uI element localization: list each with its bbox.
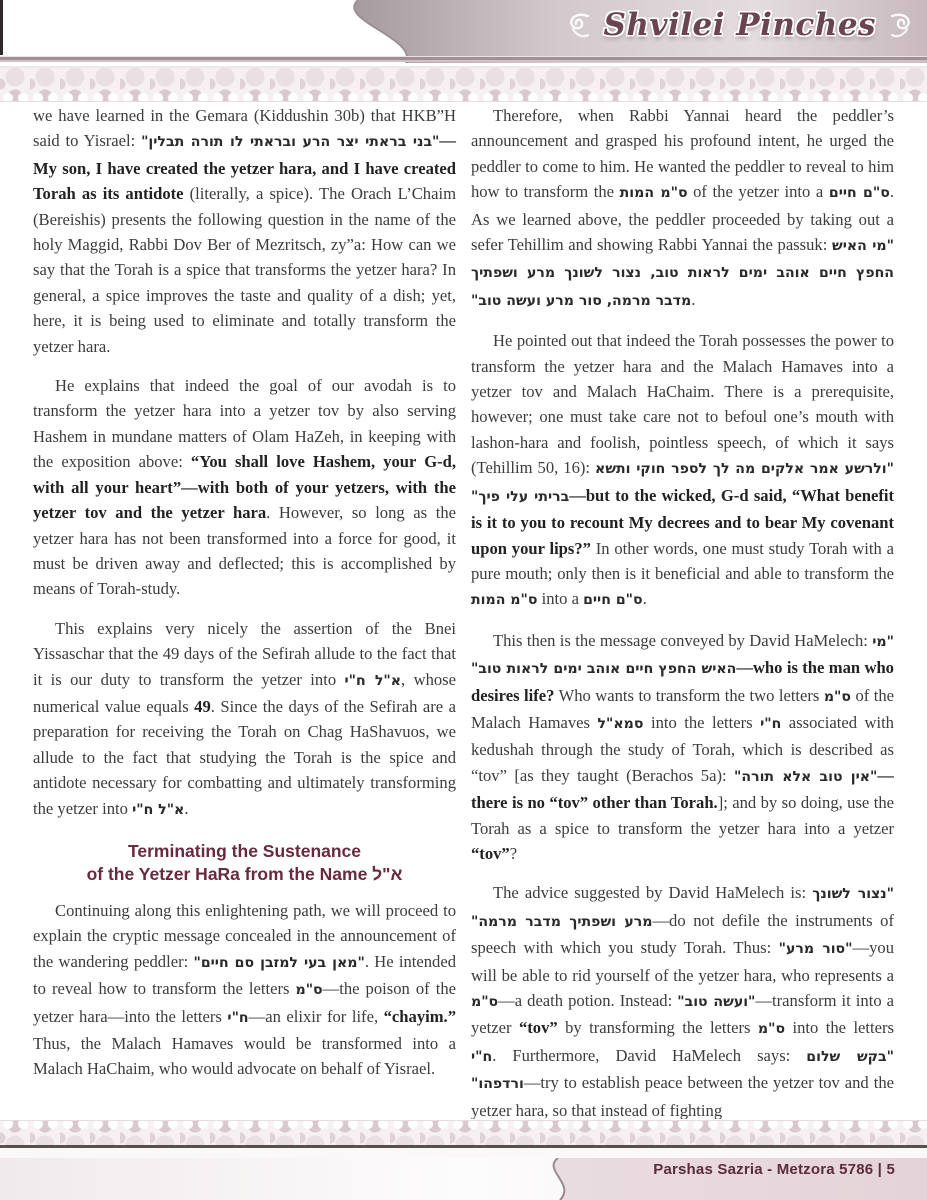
left-swirl-flourish-icon (567, 12, 591, 39)
section-heading-line: Terminating the Sustenance (127, 840, 362, 861)
text-run: into a (537, 589, 584, 609)
text-run: . However, so long as the yetzer hara has not been transformed into a force for good, it must be driven away and deflected; this is accomplished by means of Torah-study. (33, 503, 456, 599)
text-run: . As we learned above, the peddler proceeded by taking out a sefer Tehillim and showing Rabbi Yannai the passuk: (471, 182, 894, 255)
text-run: —who is the man who desires life? (471, 658, 894, 705)
text-run: “tov” (471, 843, 510, 863)
paragraph (33, 616, 456, 823)
text-run: into the letters (785, 1018, 894, 1038)
hebrew-text: א"ל ח"י (132, 801, 185, 818)
left-column (33, 103, 456, 1119)
text-run: of the yetzer into a (687, 182, 829, 202)
text-run: . (184, 798, 189, 818)
hebrew-text: ס"מ (823, 688, 851, 705)
text-run: —My son, I have created the yetzer hara, and I have created Torah as its antidote (33, 131, 456, 204)
hebrew-text: "מאן בעי למזבן סם חיים" (193, 954, 365, 971)
hebrew-text: ס"מ (295, 982, 323, 999)
masthead-group (567, 7, 914, 43)
header-rule (0, 56, 927, 62)
hebrew-text: ס"מ (471, 994, 499, 1010)
text-run: ]; and by so doing, use the Torah as a spice to transform the yetzer hara into a yetzer (471, 793, 894, 838)
hebrew-text: "אין טוב אלא תורה" (734, 768, 878, 785)
hebrew-text: "מי האיש החפץ חיים אוהב ימים לראות טוב, נצור לשונך מרע ושפתיך מדבר מרמה, סור מרע ועשה טוב" (471, 238, 894, 309)
text-run: —a death potion. Instead: (498, 991, 678, 1010)
hebrew-text: ס"ם חיים (828, 185, 890, 202)
text-run: Who wants to transform the two letters (554, 685, 824, 705)
paragraph (471, 880, 894, 1119)
text-run: This then is the message conveyed by David HaMelech: (493, 630, 873, 650)
text-run: —you will be able to rid yourself of the yetzer hara, who represents a (471, 938, 894, 985)
hebrew-text: ס"מ המות (471, 592, 538, 609)
right-column (471, 103, 894, 1119)
paragraph (471, 103, 894, 314)
hebrew-text: "בקש שלום ורדפהו" (471, 1048, 894, 1093)
text-run: —an elixir for life, (248, 1006, 384, 1026)
hebrew-text: "סור מרע" (778, 941, 853, 958)
paragraph (33, 373, 456, 602)
footer-page-label: Parshas Sazria - Metzora 5786 | 5 (653, 1161, 895, 1178)
text-run: —do not defile the instruments of speech with which you study Torah. Thus: (471, 910, 894, 958)
hebrew-text: "מי האיש החפץ חיים אוהב ימים לראות טוב" (471, 633, 894, 678)
text-run: He pointed out that indeed the Torah possesses the power to transform the yetzer hara and the Malach Hamaves into a yetzer tov and Malach HaChaim. There is a prerequisite, however; one must take care not to befoul one’s mouth with lashon-hara and foolish, pointless speech, of which it says (Tehillim 50, 16): (471, 331, 894, 478)
text-run: ? (509, 843, 518, 863)
text-run: “chayim.” (383, 1006, 456, 1026)
text-run: we have learned in the Gemara (Kiddushin 30b) that HKB”H said to Yisrael: (33, 106, 456, 151)
text-run: Therefore, when Rabbi Yannai heard the peddler’s announcement and grasped his profound intent, he urged the peddler to come to him. He wanted the peddler to reveal to him how to transform the (471, 106, 894, 202)
text-run: . Since the days of the Sefirah are a preparation for receiving the Torah on Chag HaShavuos, we allude to the fact that studying the Torah is the spice and antidote necessary for combatting and ultimately transforming the yetzer into (33, 696, 456, 818)
text-run: Thus, the Malach Hamaves would be transformed into a Malach HaChaim, who would advocate on behalf of Yisrael. (33, 1034, 456, 1079)
hebrew-text: "בני בראתי יצר הרע ובראתי לו תורה תבלין" (141, 134, 440, 151)
text-run: The advice suggested by David HaMelech is: (493, 883, 813, 903)
text-run: associated with kedushah through the study of Torah, which is described as “tov” [as they taught (Berachos 5a): (471, 712, 894, 785)
text-run: . (691, 289, 696, 309)
text-run: . (642, 589, 647, 609)
paragraph (33, 898, 456, 1082)
hebrew-text: "ולרשע אמר אלקים מה לך לספר חוקי ותשא בריתי עלי פיך" (471, 461, 894, 505)
text-run: into the letters (643, 712, 761, 732)
text-run: . Furthermore, David HaMelech says: (492, 1045, 807, 1065)
hebrew-text: ח"י (227, 1009, 249, 1026)
text-run: by transforming the letters (557, 1018, 758, 1038)
section-heading-line: of the Yetzer HaRa from the Name א"ל (86, 863, 403, 884)
text-run: “tov” (518, 1018, 558, 1038)
text-run: Continuing along this enlightening path, we will proceed to explain the cryptic message concealed in the announcement of the wandering peddler: (33, 900, 456, 971)
hebrew-text: ס"מ המות (619, 185, 688, 202)
paragraph (471, 628, 894, 867)
text-run: 49 (194, 696, 211, 716)
ornamental-lace-border-top (0, 66, 927, 102)
text-run: , whose numerical value equals (33, 669, 456, 716)
hebrew-text: א"ל ח"י (344, 672, 402, 689)
text-run: He explains that indeed the goal of our avodah is to transform the yetzer hara into a yetzer tov by also serving Hashem in mundane matters of Olam HaZeh, in keeping with the exposition above: (33, 376, 456, 472)
text-run: This explains very nicely the assertion of the Bnei Yissaschar that the 49 days of the Sefirah allude to the fact that it is our duty to transform the yetzer into (33, 618, 456, 689)
paragraph (33, 103, 456, 359)
hebrew-text: סמא"ל (597, 715, 644, 732)
text-run: —there is no “tov” other than Torah. (471, 765, 894, 813)
footer-gap (0, 1148, 927, 1158)
text-run: —but to the wicked, G-d said, “What benefit is it to you to recount My decrees and to bear My covenant upon your lips?” (471, 485, 894, 558)
text-run: —transform it into a yetzer (471, 991, 894, 1038)
text-run: “You shall love Hashem, your G-d, with all your heart”—with both of your yetzers, with the yetzer tov and the yetzer hara (33, 452, 456, 523)
text-run: (literally, a spice). The Orach L’Chaim (Bereishis) presents the following question in the name of the holy Maggid, Rabbi Dov Ber of Mezritsch, zy”a: How can we say that the Torah is a spice that transforms the yetzer hara? In general, a spice improves the taste and quality of a dish; yet, here, it is being used to eliminate and totally transform the yetzer hara. (33, 184, 456, 356)
right-swirl-flourish-icon (889, 12, 913, 39)
two-column-text-area (33, 103, 894, 1119)
hebrew-text: ס"מ (757, 1021, 786, 1038)
publication-title: Shvilei Pinches (603, 7, 876, 43)
hebrew-text: "ועשה טוב" (677, 994, 756, 1010)
hebrew-text: ח"י (471, 1048, 493, 1065)
text-run: . He intended to reveal how to transform the letters (33, 951, 457, 999)
hebrew-text: ח"י (760, 715, 782, 732)
text-run: —try to establish peace between the yetzer tov and the yetzer hara, so that instead of fighting (471, 1073, 894, 1119)
hebrew-text: ס"ם חיים (583, 592, 643, 609)
section-heading (33, 840, 456, 886)
text-run: —the poison of the yetzer hara—into the letters (33, 979, 456, 1026)
paragraph (471, 328, 894, 613)
text-run: of the Malach Hamaves (471, 685, 894, 732)
scan-edge-artifact (0, 0, 3, 55)
text-run: In other words, one must study Torah with a pure mouth; only then is it beneficial and able to transform the (471, 538, 894, 583)
page-header (0, 0, 927, 63)
hebrew-text: "נצור לשונך מרע ושפתיך מדבר מרמה" (471, 886, 894, 930)
